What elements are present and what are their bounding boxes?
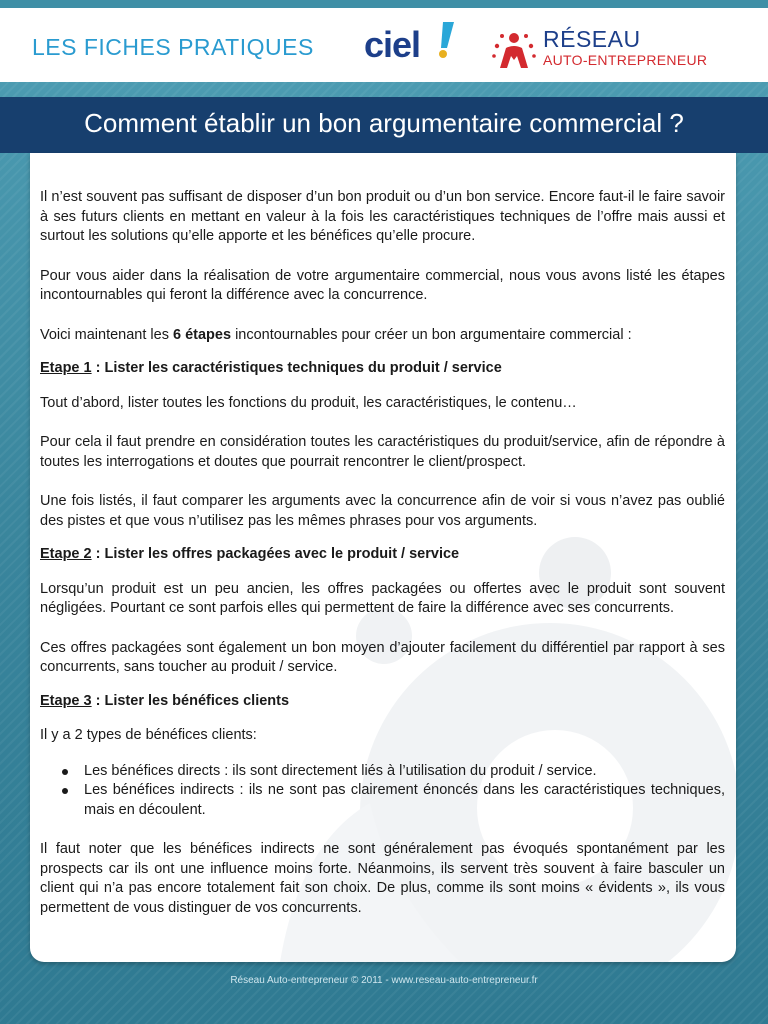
step-3-label: Etape 3: [40, 692, 92, 709]
intro-paragraph-3: [40, 326, 725, 346]
step-1-heading: [40, 359, 725, 379]
header: [0, 0, 768, 82]
step-3-paragraph-2: Il faut noter que les bénéfices indirects ne sont généralement pas évoqués spontanément par les prospects car ils ont une influence moins forte. Néanmoins, ils servent très souvent à faire basculer un client qui n’a pas encore totalement fait son choix. De plus, comme ils sont moins « évidents », ils vous permettent de vous distinguer de vos concurrents.: [40, 841, 725, 916]
reseau-title: RÉSEAU: [543, 26, 641, 52]
step-3-title: : Lister les bénéfices clients: [91, 692, 290, 709]
ciel-logo[interactable]: ciel: [364, 24, 421, 65]
content-panel: [30, 153, 736, 962]
list-item: Les bénéfices indirects : ils ne sont pas clairement énoncés dans les caractéristiques techniques, mais en découlent.: [84, 781, 725, 820]
reseau-person-logo-icon[interactable]: [492, 30, 536, 70]
footer-copyright: Réseau Auto-entrepreneur © 2011 - www.reseau-auto-entrepreneur.fr: [230, 975, 538, 986]
step-2-heading: [40, 545, 725, 565]
fiches-pratiques-label: LES FICHES PRATIQUES: [32, 34, 314, 60]
benefits-list: [40, 762, 725, 821]
intro3-bold: 6 étapes: [173, 326, 232, 343]
intro-paragraph-2: Pour vous aider dans la réalisation de votre argumentaire commercial, nous vous avons listé les étapes incontournables qui feront la différence avec la concurrence.: [40, 267, 725, 303]
step-2-label: Etape 2: [40, 546, 92, 562]
reseau-subtitle: AUTO-ENTREPRENEUR: [543, 52, 708, 68]
step-2-paragraph-2: Ces offres packagées sont également un bon moyen d’ajouter facilement du différentiel par rapport à ses concurrents, sans toucher au produit / service.: [40, 639, 725, 675]
step-3-heading: [40, 692, 725, 712]
step-1-title: : Lister les caractéristiques techniques du produit / service: [91, 360, 502, 376]
intro-paragraph-1: Il n’est souvent pas suffisant de disposer d’un bon produit ou d’un bon service. Encore faut-il le faire savoir à ses futurs clients en mettant en valeur à la fois les caractéristiques techniques de l’offre mais aussi et surtout les solutions qu’elle apporte et les bénéfices qu’elle procure.: [40, 189, 725, 244]
list-item: Les bénéfices directs : ils sont directement liés à l’utilisation du produit / service.: [84, 762, 725, 782]
step-2-title: : Lister les offres packagées avec le produit / service: [91, 546, 460, 562]
step-1-paragraph-1: Tout d’abord, lister toutes les fonctions du produit, les caractéristiques, le contenu…: [40, 394, 577, 411]
page-title: Comment établir un bon argumentaire commercial ?: [0, 97, 768, 153]
step-1-paragraph-3: Une fois listés, il faut comparer les arguments avec la concurrence afin de voir si vous n’avez pas oublié des pistes et que vous n’utilisez pas les mêmes phrases pour vos arguments.: [40, 493, 725, 529]
step-1-paragraph-2: Pour cela il faut prendre en considération toutes les caractéristiques du produit/service, afin de répondre à toutes les interrogations et doutes que pourrait rencontrer le client/prospect.: [40, 434, 725, 470]
article-body: [40, 188, 725, 938]
intro3-before: Voici maintenant les: [40, 326, 173, 343]
step-2-paragraph-1: Lorsqu’un produit est un peu ancien, les offres packagées ou offertes avec le produit sont souvent négligées. Pourtant ce sont parfois elles qui permettent de faire la différence avec ses concurrents.: [40, 580, 725, 616]
ciel-exclamation-icon: [434, 20, 456, 62]
step-1-label: Etape 1: [40, 360, 92, 376]
intro3-after: incontournables pour créer un bon argumentaire commercial :: [231, 326, 632, 343]
step-3-paragraph-1: Il y a 2 types de bénéfices clients:: [40, 727, 257, 743]
